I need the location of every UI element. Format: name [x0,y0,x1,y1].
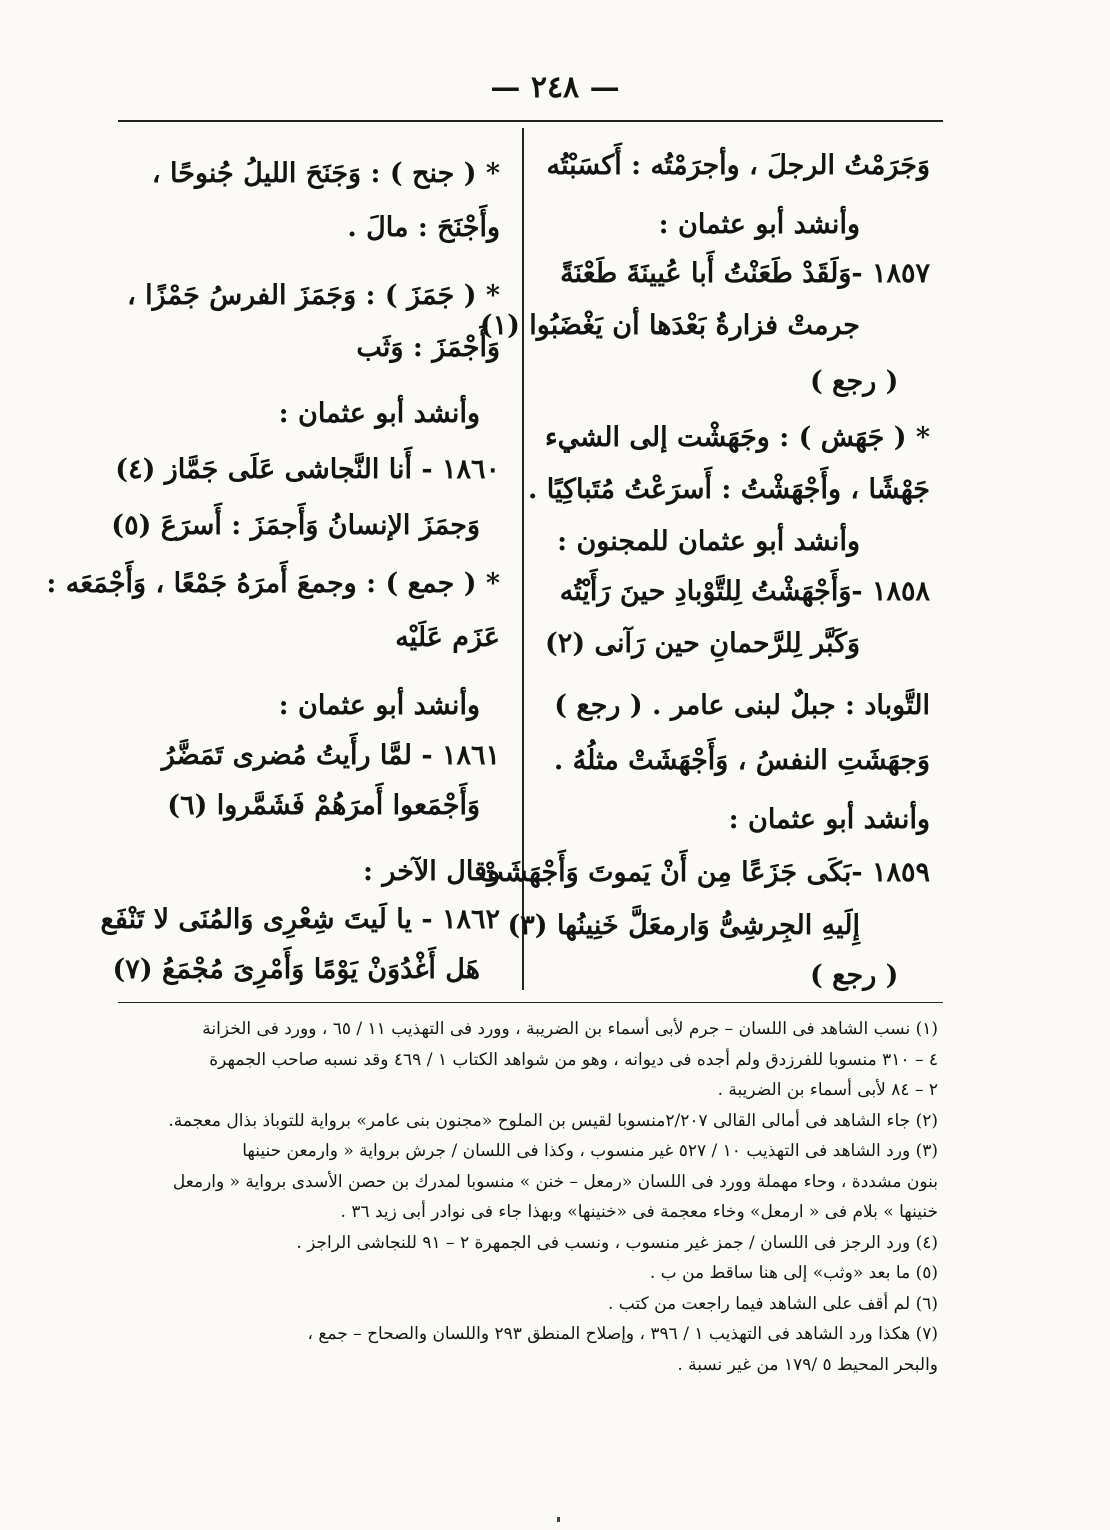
entry-line: * ( جنح ) : وَجَنَحَ الليلُ جُنوحًا ، [151,158,500,189]
verse-line: إِلَيهِ الجِرشِىُّ وَارمعَلَّ خَنِينُها (٣) [507,910,860,941]
footnote-rule [118,1002,943,1003]
text-line: وأنشد أبو عثمان : [658,209,860,240]
section-mark: ( رجع ) [810,960,899,991]
footnote-line: (٢) جاء الشاهد فى أمالى القالى ٢/٢٠٧منسوبا لقيس بن الملوح «مجنون بنى عامر» برواية للتوباذ بذال معجمة. [168,1110,938,1131]
text-line: عَزَم عَلَيْه [395,622,500,653]
footnote-line: ٤ – ٣١٠ منسوبا للفرزدق ولم أجده فى ديوانه ، وهو من شواهد الكتاب ١ / ٤٦٩ وقد نسبه صاحب الجمهرة [209,1049,938,1070]
footnote-line: بنون مشددة ، وحاء مهملة وورد فى اللسان «رمعل – خنن » منسوبا لمدرك بن حصن الأسدى برواية « وارمعل [172,1171,938,1192]
footnote-line: (٤) ورد الرجز فى اللسان / جمز غير منسوب ، ونسب فى الجمهرة ٢ – ٩١ للنجاشى الراجز . [296,1232,938,1253]
footnote-line: (٥) ما بعد «وثب» إلى هنا ساقط من ب . [649,1263,938,1283]
entry-line: * ( جَمَزَ ) : وَجَمَزَ الفرسُ جَمْزًا ، [127,280,500,311]
footnote-line: (١) نسب الشاهد فى اللسان – جرم لأبى أسماء بن الضريبة ، وورد فى التهذيب ١١ / ٦٥ ، وورد فى الخزانة [202,1019,938,1039]
text-line: وَأَجْمَزَ : وَثَب [356,332,500,363]
text-line: وأنشد أبو عثمان : [278,398,480,429]
text-line: وأنشد أبو عثمان : [278,690,480,721]
text-line: وَجهَشَتِ النفسُ ، وَأَجْهَشَتْ مثلُهُ . [553,745,930,776]
text-line: وَجَرَمْتُ الرجلَ ، وأجرَمْتُه : أَكسَبْتُه [546,150,930,181]
footnote-line: والبحر المحيط ٥ /١٧٩ من غير نسبة . [677,1354,938,1375]
verse-line: وَكَبَّر لِلرَّحمانِ حين رَآنى (٢) [545,628,860,659]
footnote-line: (٦) لم أقف على الشاهد فيما راجعت من كتب . [607,1293,938,1314]
text-line: وأنشد أبو عثمان : [728,804,930,835]
text-line: وأَجْنَحَ : مالَ . [347,212,500,243]
verse-line: ١٨٦١ - لمَّا رأَيتُ مُضرى تَمَضَّرُ [161,740,500,771]
footnote-line: (٣) ورد الشاهد فى التهذيب ١٠ / ٥٢٧ غير منسوب ، وكذا فى اللسان / جرش برواية « وارمعن حنينها [242,1141,938,1161]
entry-line: * ( جَهَش ) : وجَهَشْت إلى الشيء [544,422,930,453]
text-line: وأنشد أبو عثمان للمجنون : [557,526,860,557]
footnote-line: ٢ – ٨٤ لأبى أسماء بن الضريبة . [717,1080,938,1100]
text-line: جَهْشًا ، وأَجْهَشْتُ : أَسرَعْتُ مُتَباكِيًا . [527,474,930,505]
verse-line: ١٨٥٧ -وَلَقَدْ طَعَنْتُ أَبا عُيينَةَ طَعْنَةً [560,258,930,289]
footnote-line: (٧) هكذا ورد الشاهد فى التهذيب ١ / ٣٩٦ ، وإصلاح المنطق ٢٩٣ واللسان والصحاح – جمع ، [307,1324,938,1344]
footnotes [108,1014,938,1380]
verse-line: ١٨٦٠ - أَنا النَّجاشى عَلَى جَمَّاز (٤) [115,454,500,485]
verse-line: جرمتْ فزارةُ بَعْدَها أن يَغْضَبُوا (١) [479,310,860,341]
text-line: وقال الآخر : [362,856,500,887]
section-mark: ( رجع ) [810,366,899,397]
verse-line: وَأَجْمَعوا أَمرَهُمْ فَشَمَّروا (٦) [167,790,480,821]
scan-speck [557,1517,560,1522]
verse-line: ١٨٥٩ -بَكَى جَزَعًا مِن أَنْ يَموتَ وَأَجْهَشَتْ [478,857,930,888]
text-line: التَّوباد : جبلٌ لبنى عامر . ( رجع ) [554,690,930,721]
verse-line: ١٨٦٢ - يا لَيتَ شِعْرِى وَالمُنَى لا تَنْفَع [100,904,500,935]
page-number: — ٢٤٨ — [490,70,620,105]
entry-line: * ( جمع ) : وجمعَ أَمرَهُ جَمْعًا ، وَأَجْمَعَه : [46,568,500,599]
footnote-line: خنينها » بلام فى « ارمعل» وخاء معجمة فى «خنينها» وبهذا جاء فى نوادر أبى زيد ٣٦ . [340,1202,938,1222]
header-rule [118,120,943,122]
verse-line: ١٨٥٨ -وَأَجْهَشْتُ لِلتَّوْبادِ حينَ رَأَيْتُه [559,576,930,607]
text-line: وَجمَزَ الإنسانُ وَأَجمَزَ : أَسرَعَ (٥) [111,510,480,541]
verse-line: هَل أَغْدُوَنْ يَوْمًا وَأَمْرِىَ مُجْمَعُ (٧) [112,954,480,985]
